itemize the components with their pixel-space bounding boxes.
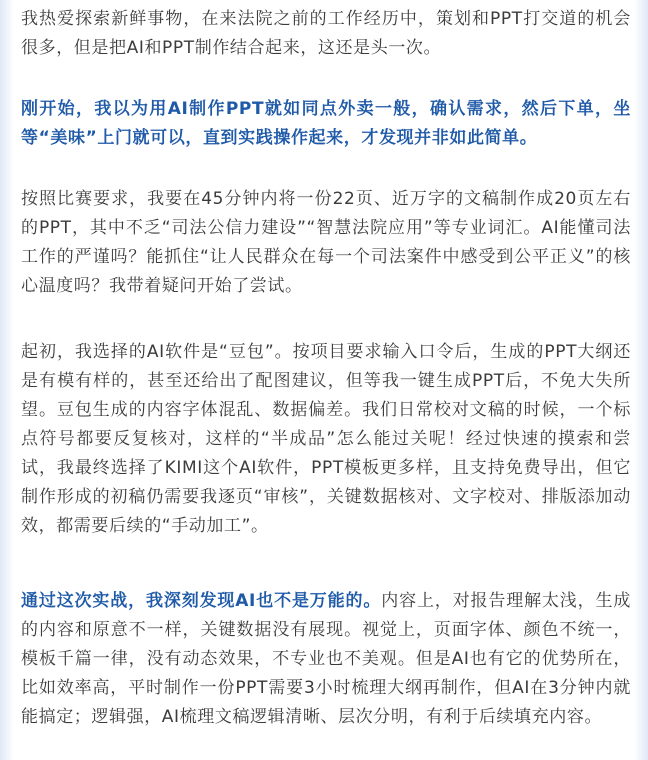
paragraph-software-choice: 起初，我选择的AI软件是“豆包”。按项目要求输入口令后，生成的PPT大纲还是有模有样的，甚至还给出了配图建议，但等我一键生成PPT后，不免大失所望。豆包生成的内容字体混乱、数据偏差。我们日常校对文稿的时候，一个标点符号都要反复核对，这样的“半成品”怎么能过关呢！经过快速的摸索和尝试，我最终选择了KIMI这个AI软件，PPT模板更多样，且支持免费导出，但它制作形成的初稿仍需要我逐页“审核”，关键数据核对、文字校对、排版添加动效，都需要后续的“手动加工”。 [21,342,631,536]
conclusion-highlight: 通过这次实战，我深刻发现AI也不是万能的。 [21,591,382,611]
conclusion-text: 内容上，对报告理解太浅，生成的内容和原意不一样，关键数据没有展现。视觉上，页面字体、颜色不统一，模板千篇一律，没有动态效果，不专业也不美观。但是AI也有它的优势所在，比如效率高，平时制作一份PPT需要3小时梳理大纲再制作，但AI在3分钟内就能搞定；逻辑强，AI梳理文稿逻辑清晰、层次分明，有利于后续填充内容。 [21,591,631,727]
paragraph-requirements: 按照比赛要求，我要在45分钟内将一份22页、近万字的文稿制作成20页左右的PPT，其中不乏“司法公信力建设”“智慧法院应用”等专业词汇。AI能懂司法工作的严谨吗？能抓住“让人民群众在每一个司法案件中感受到公平正义”的核心温度吗？我带着疑问开始了尝试。 [21,189,631,296]
paragraph-conclusion [21,587,631,732]
paragraph-highlight: 刚开始，我以为用AI制作PPT就如同点外卖一般，确认需求，然后下单，坐等“美味”上门就可以，直到实践操作起来，才发现并非如此简单。 [21,99,631,148]
right-edge-gradient [634,0,648,760]
left-edge-gradient [0,0,14,760]
paragraph-intro: 我热爱探索新鲜事物，在来法院之前的工作经历中，策划和PPT打交道的机会很多，但是把AI和PPT制作结合起来，这还是头一次。 [21,9,631,58]
